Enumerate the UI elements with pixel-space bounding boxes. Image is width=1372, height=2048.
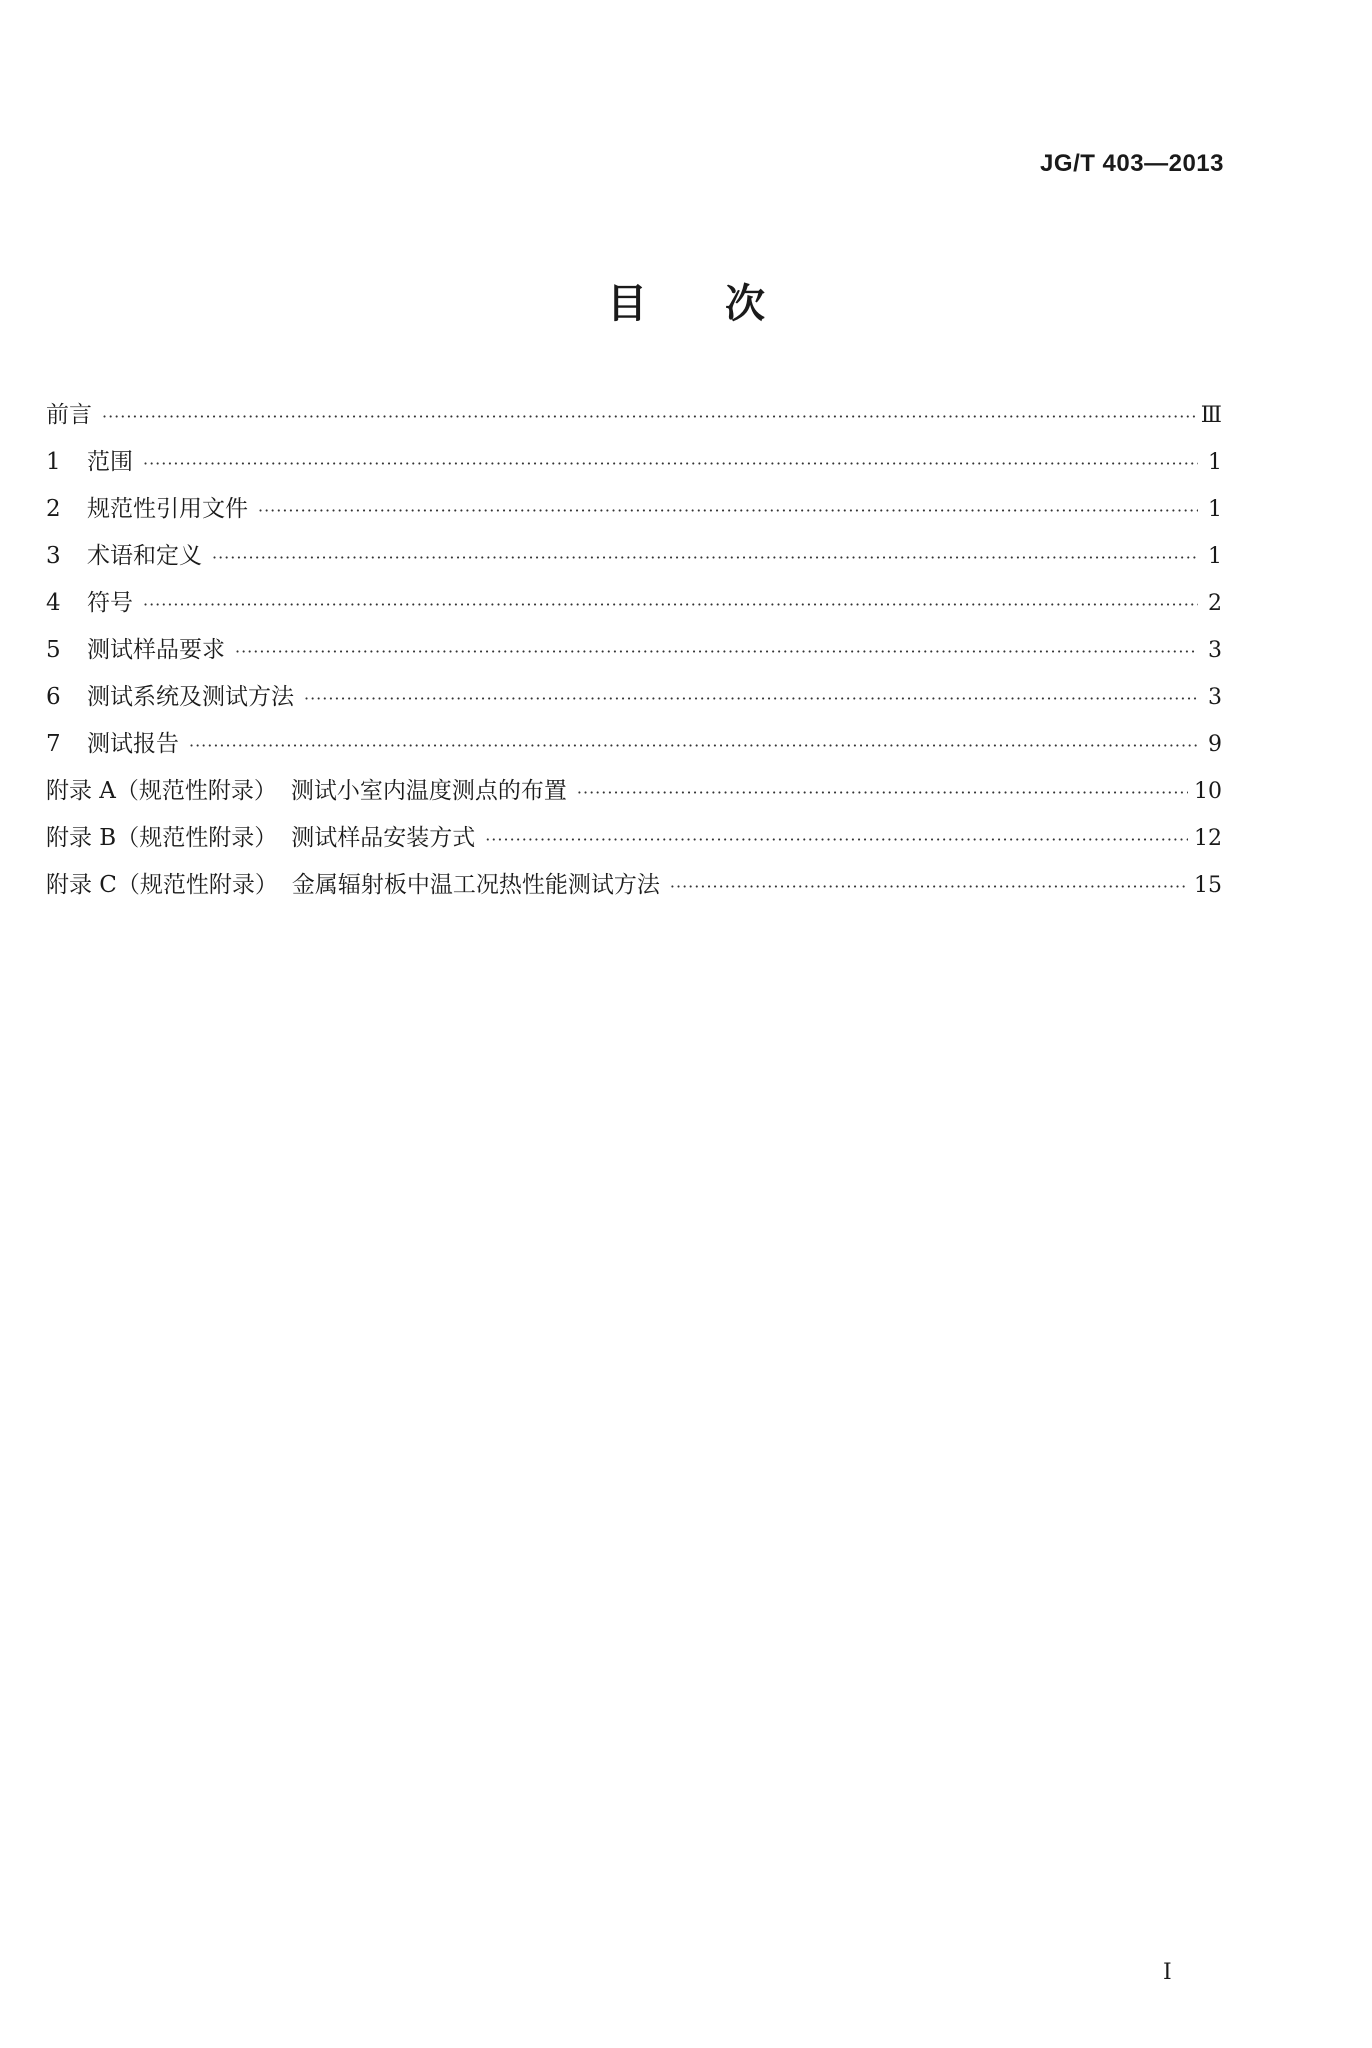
toc-entry-appendix-prefix: 附录 C（规范性附录）: [46, 872, 278, 898]
toc-entry-5[interactable]: [46, 631, 1222, 678]
toc-entry-page: 3: [1208, 638, 1222, 663]
toc-entry-label: 术语和定义: [87, 543, 202, 569]
toc-entry-2[interactable]: [46, 490, 1222, 537]
toc-entry-number: 6: [46, 684, 61, 710]
toc-entry-appendix-b[interactable]: [46, 819, 1222, 866]
toc-leader-dots: [258, 501, 1198, 520]
toc-entry-appendix-prefix: 附录 A（规范性附录）: [46, 778, 277, 804]
toc-leader-dots: [670, 877, 1188, 896]
toc-entry-page: 9: [1208, 732, 1222, 757]
toc-entry-label: 范围: [87, 449, 133, 475]
toc-leader-dots: [235, 642, 1198, 661]
table-of-contents: [46, 396, 1222, 913]
toc-leader-dots: [485, 830, 1188, 849]
toc-entry-foreword[interactable]: [46, 396, 1222, 443]
toc-entry-number: 5: [46, 637, 61, 663]
toc-entry-label: 规范性引用文件: [87, 496, 248, 522]
toc-entry-7[interactable]: [46, 725, 1222, 772]
toc-entry-page: 1: [1208, 450, 1222, 475]
toc-entry-page: 2: [1208, 591, 1222, 616]
toc-leader-dots: [212, 548, 1198, 567]
toc-entry-label: 测试样品要求: [87, 637, 225, 663]
toc-entry-page: 1: [1208, 544, 1222, 569]
toc-leader-dots: [577, 783, 1188, 802]
toc-entry-6[interactable]: [46, 678, 1222, 725]
toc-entry-page: 10: [1194, 779, 1222, 804]
toc-entry-label: 前言: [46, 402, 92, 428]
toc-leader-dots: [189, 736, 1198, 755]
toc-leader-dots: [143, 595, 1198, 614]
document-code: JG/T 403—2013: [1040, 150, 1224, 177]
toc-leader-dots: [143, 454, 1198, 473]
toc-entry-label: 测试样品安装方式: [291, 825, 476, 851]
toc-entry-number: 1: [46, 449, 61, 475]
toc-entry-4[interactable]: [46, 584, 1222, 631]
toc-entry-page: 3: [1208, 685, 1222, 710]
toc-entry-label: 测试系统及测试方法: [87, 684, 294, 710]
toc-entry-page: Ⅲ: [1200, 403, 1222, 428]
toc-entry-number: 7: [46, 731, 61, 757]
toc-entry-number: 3: [46, 543, 61, 569]
toc-entry-number: 2: [46, 496, 61, 522]
toc-entry-page: 15: [1194, 873, 1222, 898]
toc-entry-label: 测试报告: [87, 731, 179, 757]
page-number: I: [1163, 1960, 1172, 1985]
toc-entry-number: 4: [46, 590, 61, 616]
toc-leader-dots: [102, 407, 1195, 426]
toc-entry-appendix-a[interactable]: [46, 772, 1222, 819]
toc-entry-appendix-prefix: 附录 B（规范性附录）: [46, 825, 278, 851]
toc-entry-label: 符号: [87, 590, 133, 616]
toc-entry-label: 测试小室内温度测点的布置: [290, 778, 567, 804]
page-title: 目次: [607, 281, 843, 327]
toc-entry-appendix-c[interactable]: [46, 866, 1222, 913]
toc-entry-label: 金属辐射板中温工况热性能测试方法: [291, 872, 660, 898]
toc-entry-1[interactable]: [46, 443, 1222, 490]
toc-entry-page: 12: [1194, 826, 1222, 851]
toc-leader-dots: [304, 689, 1198, 708]
toc-entry-3[interactable]: [46, 537, 1222, 584]
toc-entry-page: 1: [1208, 497, 1222, 522]
